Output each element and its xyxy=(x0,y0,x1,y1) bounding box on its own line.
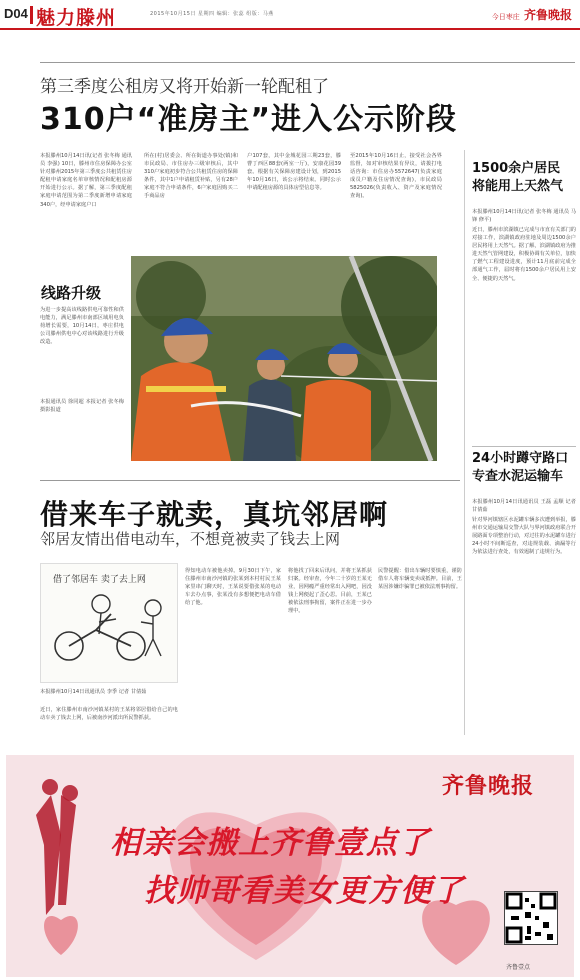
dating-ad-banner[interactable] xyxy=(6,755,574,977)
sidebar1-title: 1500余户居民 将能用上天然气 xyxy=(472,161,564,194)
sidebar2-title: 24小时蹲守路口 专查水泥运输车 xyxy=(472,451,569,484)
story1-title: 310户“准房主”进入公示阶段 xyxy=(40,102,458,137)
sidebar1-body: 近日，滕州市滨湖镇已完成与市直有关部门的对接工作，滨湖镇政府驻地及周边1500余户居民将用上天然气。据了解，滨湖镇政府为推进天然气管网建设，积极协调有关单位，加快了燃气工程建设进度，预计11月底前完成全部通气工作，届时将有1500余户居民用上安全、便捷的天然气。 xyxy=(472,227,576,282)
qr-caption: 齐鲁壹点 xyxy=(506,964,531,971)
photo-story-title: 线路升级 xyxy=(41,284,102,302)
photo-story-credit: 本报通讯员 徐同超 本报记者 张冬梅 摄影报道 xyxy=(40,399,124,414)
brand-logo: 今日枣庄 齐鲁晚报 xyxy=(491,8,572,22)
ad-headline-2: 找帅哥看美女更方便了 xyxy=(144,873,464,909)
ad-brand-logo: 齐鲁晚报 xyxy=(441,774,534,799)
sidebar2-body: 针对界河镇辖区水泥罐车辆多次遭到举报，滕州市交通运输局交警大队与界河镇政府联合开展路面专项整治行动，对过往的水泥罐车进行24小时不间断巡查，对违规装载、滴漏等行为依法进行查处，有效遏制了违规行为。 xyxy=(472,517,576,556)
cartoon-label: 借了邻居车 卖了去上网 xyxy=(53,575,146,585)
story1-col1: 本报滕州10月14日讯(记者 张冬梅 通讯员 李强) 10日，滕州市住房保障办公室针对滕州2015年第三季度公共租赁住房配租申请家庭名单审核情况和配租房源开始进行公示。据了解，第三季度配租家庭申请范围为第二季度新增申请家庭340户，经申请家庭户口 xyxy=(40,153,132,208)
sidebar1-byline: 本报滕州10月14日讯(记者 张冬梅 通讯员 马锋 修平) xyxy=(472,209,576,224)
story2-col1: 近日，家住滕州市南沙河镇某村的王某将邻居借给自己的电动车卖了钱去上网，后被南沙河派出所民警抓获。 xyxy=(40,707,178,722)
story1-subtitle: 第三季度公租房又将开始新一轮配租了 xyxy=(40,77,329,97)
sidebar-rule xyxy=(472,446,576,447)
sidebar2-byline: 本报滕州10月14日讯通讯员 王磊 孟顺 记者 甘倩茹 xyxy=(472,499,576,514)
cartoon-illustration xyxy=(40,563,178,683)
ad-headline-1: 相亲会搬上齐鲁壹点了 xyxy=(110,825,430,861)
story2-subtitle: 邻居友情出借电动车，不想竟被卖了钱去上网 xyxy=(40,530,341,548)
story2-rule xyxy=(40,480,460,481)
linemen-photo xyxy=(131,256,437,461)
page-header xyxy=(0,0,580,30)
story2-col2: 得知电动车被他卖掉。9月30日下午，家住滕州市南沙河镇的张某到本村村民王某家里串门聊天时，王某说要借张某的电动车去办点事，张某没有多想便把电动车借给了他。 xyxy=(185,568,281,607)
story1-col4: 至2015年10月16日止，接受社会各界监督，如对审核结果有异议，请拨打电话咨询：市住房办5572647(负责家庭成员户籍及住房情况查询)，市民政局5825026(负责收入、资产及家庭情况查询)。 xyxy=(350,153,442,200)
sidebar-divider xyxy=(464,150,465,735)
top-rule xyxy=(40,62,575,63)
qr-code-icon[interactable] xyxy=(504,891,558,945)
section-title: 魅力滕州 xyxy=(36,7,117,29)
section-bar xyxy=(30,6,33,24)
story2-byline: 本报滕州10月14日讯通讯员 李季 记者 甘倩茹 xyxy=(40,689,147,695)
page-number: D04 xyxy=(4,6,28,21)
linemen-illustration xyxy=(131,256,437,461)
issue-meta: 2015年10月15日 星期四 编辑：张蕊 组版：马燕 xyxy=(150,11,274,17)
photo-story-caption: 为进一步提高该线路供电可靠性和供电能力，满足滕州市南部区域用电负荷增长需要，10月14日，枣庄供电公司滕州供电中心对该线路进行升级改造。 xyxy=(40,307,124,346)
story2-col4: 民警提醒：借出车辆时要慎重，谨防借车人将车辆变卖或抵押。目前，王某因涉嫌诈骗罪已被依法刑事拘留。 xyxy=(378,568,462,591)
story1-col3: 户107套，其中金城花园三期23套，滕曹丁西区88套(两室一厅)，安康花园39套。根据有关保障房建设计划，到2015年10月16日，该公示将结束。同时公示申请配租房源的具体房型信息等。 xyxy=(247,153,341,192)
story2-col3: 将他找了回来后讯问，并将王某抓获归案。经审查，今年二十岁的王某无业，因网瘾严重经常出入网吧，因没钱上网便起了歪心思。目前，王某已被依法刑事拘留，案件正在进一步办理中。 xyxy=(288,568,372,615)
story1-col2: 所在(村)居委会、所在街道办事处(镇)和市民政局、市住房办三级审核后，其中310户家庭初步符合公共租赁住房的保障条件，其中1户申请租赁补贴，另有28户家庭不符合申请条件，6户家庭因购买二手商品房 xyxy=(144,153,238,200)
story2-title: 借来车子就卖，真坑邻居啊 xyxy=(40,498,389,531)
